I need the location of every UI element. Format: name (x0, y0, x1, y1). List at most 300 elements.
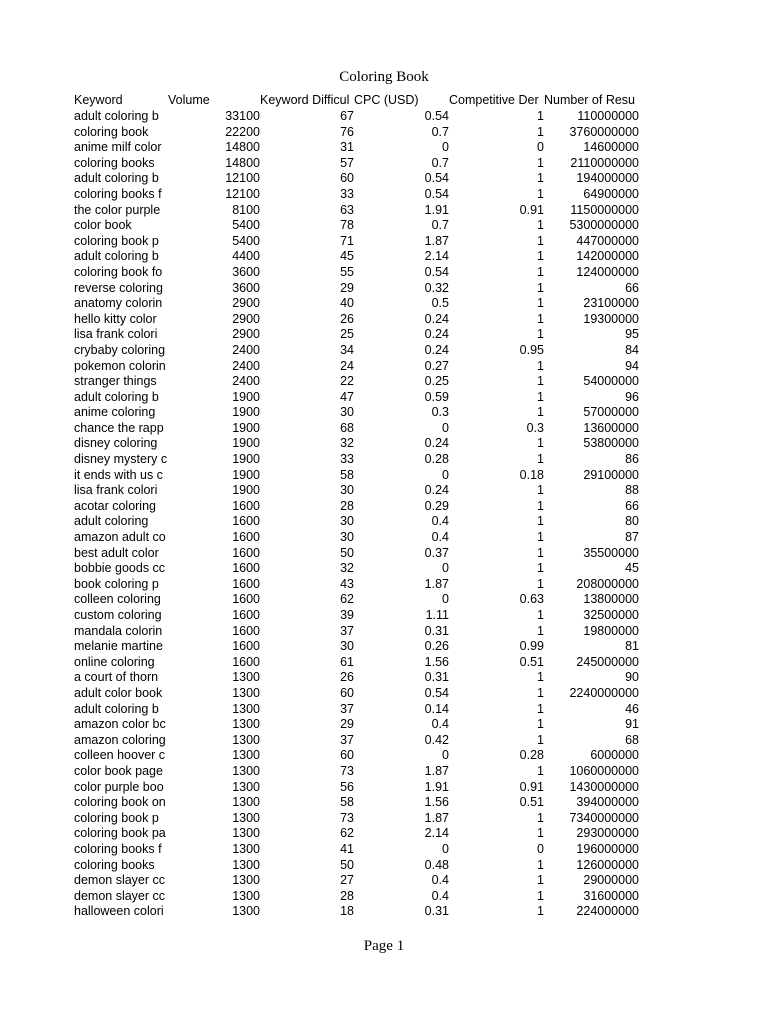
cell-keyword: adult color book (74, 685, 163, 700)
cell-keyword: stranger things (74, 374, 157, 389)
cell-number-of-results: 7340000000 (569, 810, 639, 825)
cell-cpc: 1.87 (424, 576, 449, 591)
cell-competitive-density: 1 (537, 498, 544, 513)
cell-keyword: coloring book (74, 124, 149, 139)
table-row (74, 390, 639, 406)
cell-number-of-results: 29000000 (583, 873, 639, 888)
cell-volume: 4400 (232, 249, 260, 264)
cell-competitive-density: 1 (537, 873, 544, 888)
cell-keyword-difficulty: 30 (340, 530, 354, 545)
cell-cpc: 0.24 (424, 327, 449, 342)
cell-cpc: 0.24 (424, 342, 449, 357)
table-row (74, 203, 639, 219)
cell-competitive-density: 1 (537, 561, 544, 576)
cell-keyword-difficulty: 26 (340, 311, 354, 326)
cell-competitive-density: 1 (537, 452, 544, 467)
cell-volume: 12100 (225, 186, 260, 201)
cell-cpc: 2.14 (424, 826, 449, 841)
cell-keyword: reverse coloring (74, 280, 163, 295)
cell-number-of-results: 19800000 (583, 623, 639, 638)
cell-volume: 1300 (232, 763, 260, 778)
cell-keyword: coloring book p (74, 233, 159, 248)
cell-keyword-difficulty: 76 (340, 124, 354, 139)
cell-keyword: amazon adult co (74, 530, 166, 545)
cell-keyword-difficulty: 57 (340, 155, 354, 170)
table-row (74, 858, 639, 874)
cell-competitive-density: 1 (537, 514, 544, 529)
table-row (74, 125, 639, 141)
cell-number-of-results: 208000000 (576, 576, 639, 591)
cell-keyword-difficulty: 30 (340, 405, 354, 420)
column-header-keyword: Keyword (74, 93, 123, 107)
cell-number-of-results: 91 (625, 717, 639, 732)
cell-cpc: 0.4 (431, 873, 449, 888)
cell-number-of-results: 53800000 (583, 436, 639, 451)
table-row (74, 842, 639, 858)
cell-number-of-results: 2110000000 (570, 155, 639, 170)
cell-keyword-difficulty: 58 (340, 467, 354, 482)
cell-keyword: coloring books (74, 155, 155, 170)
cell-cpc: 0 (442, 592, 449, 607)
cell-cpc: 0.7 (431, 124, 449, 139)
table-row (74, 795, 639, 811)
cell-keyword: adult coloring b (74, 701, 159, 716)
table-row (74, 780, 639, 796)
cell-keyword-difficulty: 58 (340, 795, 354, 810)
cell-keyword-difficulty: 60 (340, 171, 354, 186)
cell-volume: 1900 (232, 483, 260, 498)
cell-competitive-density: 1 (537, 623, 544, 638)
cell-keyword-difficulty: 41 (340, 841, 354, 856)
cell-number-of-results: 81 (625, 639, 639, 654)
cell-competitive-density: 1 (537, 233, 544, 248)
cell-keyword: colleen hoover c (74, 748, 166, 763)
cell-keyword: a court of thorn (74, 670, 159, 685)
cell-competitive-density: 1 (537, 763, 544, 778)
cell-volume: 1300 (232, 685, 260, 700)
cell-cpc: 1.91 (424, 202, 449, 217)
cell-competitive-density: 1 (537, 857, 544, 872)
table-row (74, 748, 639, 764)
table-row (74, 218, 639, 234)
cell-keyword-difficulty: 62 (340, 826, 354, 841)
cell-keyword-difficulty: 39 (340, 608, 354, 622)
cell-competitive-density: 1 (537, 670, 544, 685)
cell-keyword-difficulty: 34 (340, 342, 354, 357)
cell-volume: 1900 (232, 420, 260, 435)
table-header-row (74, 92, 639, 109)
cell-number-of-results: 23100000 (583, 296, 639, 311)
cell-volume: 1600 (232, 623, 260, 638)
cell-cpc: 0.3 (431, 405, 449, 420)
cell-keyword: demon slayer cc (74, 873, 166, 888)
cell-volume: 1600 (232, 592, 260, 607)
cell-cpc: 0 (442, 467, 449, 482)
cell-number-of-results: 224000000 (576, 904, 639, 919)
table-row (74, 686, 639, 702)
cell-number-of-results: 293000000 (576, 826, 639, 841)
cell-keyword-difficulty: 30 (340, 639, 354, 654)
cell-cpc: 0.28 (424, 452, 449, 467)
cell-competitive-density: 0.63 (519, 592, 544, 607)
cell-number-of-results: 13800000 (583, 592, 639, 607)
cell-number-of-results: 31600000 (583, 888, 639, 903)
cell-volume: 1300 (232, 857, 260, 872)
cell-number-of-results: 96 (625, 389, 639, 404)
cell-keyword: online coloring (74, 654, 155, 669)
cell-cpc: 0.32 (424, 280, 449, 295)
cell-keyword: the color purple (74, 202, 161, 217)
cell-competitive-density: 1 (537, 732, 544, 747)
cell-number-of-results: 46 (625, 701, 639, 716)
cell-volume: 2400 (232, 358, 260, 373)
cell-keyword-difficulty: 56 (340, 779, 354, 794)
cell-keyword-difficulty: 63 (340, 202, 354, 217)
cell-volume: 1900 (232, 452, 260, 467)
cell-cpc: 0.31 (424, 904, 449, 919)
cell-volume: 1300 (232, 888, 260, 903)
cell-volume: 1300 (232, 904, 260, 919)
table-row (74, 889, 639, 905)
cell-cpc: 1.87 (424, 763, 449, 778)
table-row (74, 811, 639, 827)
cell-keyword-difficulty: 28 (340, 888, 354, 903)
cell-volume: 1300 (232, 826, 260, 841)
cell-cpc: 1.91 (424, 779, 449, 794)
cell-volume: 1600 (232, 639, 260, 654)
cell-volume: 14800 (225, 155, 260, 170)
cell-keyword-difficulty: 37 (340, 623, 354, 638)
cell-cpc: 0.54 (424, 186, 449, 201)
cell-cpc: 0.5 (431, 296, 449, 311)
cell-volume: 2900 (232, 327, 260, 342)
table-row (74, 281, 639, 297)
table-row (74, 296, 639, 312)
cell-keyword-difficulty: 26 (340, 670, 354, 685)
cell-volume: 1300 (232, 670, 260, 685)
cell-number-of-results: 90 (625, 670, 639, 685)
table-row (74, 904, 639, 920)
cell-volume: 8100 (232, 202, 260, 217)
cell-keyword: hello kitty color (74, 311, 157, 326)
cell-competitive-density: 1 (537, 171, 544, 186)
table-row (74, 468, 639, 484)
cell-competitive-density: 1 (537, 608, 544, 622)
table-row (74, 670, 639, 686)
table-row (74, 702, 639, 718)
cell-keyword: melanie martine (74, 639, 163, 654)
cell-keyword-difficulty: 43 (340, 576, 354, 591)
cell-number-of-results: 126000000 (576, 857, 639, 872)
cell-number-of-results: 84 (625, 342, 639, 357)
cell-keyword-difficulty: 71 (340, 233, 354, 248)
cell-keyword: color book page (74, 763, 163, 778)
table-row (74, 436, 639, 452)
cell-volume: 2900 (232, 311, 260, 326)
column-header-competitive-density: Competitive Der (449, 93, 539, 107)
table-row (74, 717, 639, 733)
cell-keyword-difficulty: 50 (340, 545, 354, 560)
cell-volume: 12100 (225, 171, 260, 186)
cell-volume: 1900 (232, 467, 260, 482)
table-row (74, 234, 639, 250)
cell-keyword: coloring books f (74, 841, 162, 856)
cell-keyword: anatomy colorin (74, 296, 163, 311)
cell-keyword: adult coloring b (74, 109, 159, 123)
cell-competitive-density: 1 (537, 530, 544, 545)
cell-competitive-density: 0.28 (519, 748, 544, 763)
cell-competitive-density: 1 (537, 685, 544, 700)
cell-keyword-difficulty: 60 (340, 685, 354, 700)
cell-volume: 1600 (232, 561, 260, 576)
cell-cpc: 0.4 (431, 530, 449, 545)
table-row (74, 187, 639, 203)
cell-number-of-results: 1150000000 (570, 202, 639, 217)
cell-keyword-difficulty: 37 (340, 701, 354, 716)
cell-number-of-results: 54000000 (583, 374, 639, 389)
table-row (74, 624, 639, 640)
cell-keyword-difficulty: 30 (340, 514, 354, 529)
table-row (74, 826, 639, 842)
table-row (74, 499, 639, 515)
table-row (74, 140, 639, 156)
cell-keyword: chance the rapp (74, 420, 164, 435)
cell-cpc: 0.31 (424, 623, 449, 638)
cell-competitive-density: 0.18 (519, 467, 544, 482)
cell-volume: 1600 (232, 576, 260, 591)
cell-number-of-results: 94 (625, 358, 639, 373)
cell-cpc: 0.24 (424, 483, 449, 498)
cell-keyword: bobbie goods cc (74, 561, 166, 576)
column-header-cpc: CPC (USD) (354, 93, 419, 107)
cell-keyword: adult coloring b (74, 249, 159, 264)
cell-keyword-difficulty: 73 (340, 810, 354, 825)
table-body (74, 109, 639, 920)
cell-competitive-density: 1 (537, 888, 544, 903)
cell-volume: 2900 (232, 296, 260, 311)
cell-cpc: 0.25 (424, 374, 449, 389)
cell-volume: 1600 (232, 514, 260, 529)
cell-keyword: crybaby coloring (74, 342, 166, 357)
cell-volume: 1600 (232, 654, 260, 669)
cell-volume: 1300 (232, 748, 260, 763)
table-row (74, 249, 639, 265)
table-row (74, 764, 639, 780)
cell-competitive-density: 1 (537, 904, 544, 919)
cell-keyword-difficulty: 31 (340, 140, 354, 155)
table-row (74, 655, 639, 671)
cell-keyword-difficulty: 28 (340, 498, 354, 513)
cell-cpc: 0.59 (424, 389, 449, 404)
cell-keyword-difficulty: 62 (340, 592, 354, 607)
cell-cpc: 0.4 (431, 888, 449, 903)
cell-competitive-density: 1 (537, 826, 544, 841)
table-row (74, 873, 639, 889)
cell-competitive-density: 1 (537, 109, 544, 123)
cell-volume: 1300 (232, 732, 260, 747)
cell-cpc: 0 (442, 420, 449, 435)
cell-competitive-density: 1 (537, 483, 544, 498)
cell-keyword-difficulty: 60 (340, 748, 354, 763)
cell-competitive-density: 0.51 (519, 795, 544, 810)
cell-keyword-difficulty: 29 (340, 717, 354, 732)
cell-competitive-density: 1 (537, 218, 544, 233)
cell-competitive-density: 1 (537, 186, 544, 201)
cell-competitive-density: 0.91 (519, 779, 544, 794)
cell-competitive-density: 0.99 (519, 639, 544, 654)
cell-number-of-results: 196000000 (576, 841, 639, 856)
cell-volume: 1300 (232, 873, 260, 888)
cell-number-of-results: 14600000 (583, 140, 639, 155)
table-row (74, 327, 639, 343)
cell-cpc: 0.42 (424, 732, 449, 747)
cell-cpc: 0.27 (424, 358, 449, 373)
table-row (74, 405, 639, 421)
cell-keyword: anime coloring (74, 405, 156, 420)
cell-keyword: lisa frank colori (74, 327, 158, 342)
cell-competitive-density: 1 (537, 296, 544, 311)
cell-cpc: 0.24 (424, 436, 449, 451)
cell-volume: 1300 (232, 779, 260, 794)
cell-keyword-difficulty: 25 (340, 327, 354, 342)
cell-competitive-density: 1 (537, 545, 544, 560)
cell-number-of-results: 87 (625, 530, 639, 545)
cell-cpc: 1.11 (425, 608, 449, 622)
cell-keyword: disney coloring (74, 436, 158, 451)
cell-number-of-results: 124000000 (576, 264, 639, 279)
cell-keyword-difficulty: 33 (340, 452, 354, 467)
table-row (74, 265, 639, 281)
cell-cpc: 0 (442, 561, 449, 576)
table-row (74, 374, 639, 390)
page-footer: Page 1 (363, 938, 405, 954)
cell-keyword: custom coloring (74, 608, 162, 622)
table-row (74, 452, 639, 468)
table-row (74, 156, 639, 172)
cell-number-of-results: 1430000000 (569, 779, 639, 794)
table-row (74, 514, 639, 530)
column-header-keyword-difficulty: Keyword Difficul (260, 93, 350, 107)
cell-volume: 1900 (232, 405, 260, 420)
cell-keyword: pokemon colorin (74, 358, 166, 373)
cell-keyword: amazon color bc (74, 717, 166, 732)
cell-competitive-density: 1 (537, 280, 544, 295)
cell-competitive-density: 1 (537, 405, 544, 420)
cell-volume: 1600 (232, 498, 260, 513)
cell-keyword-difficulty: 68 (340, 420, 354, 435)
table-row (74, 359, 639, 375)
cell-number-of-results: 57000000 (583, 405, 639, 420)
cell-cpc: 0.54 (424, 264, 449, 279)
cell-number-of-results: 142000000 (576, 249, 639, 264)
cell-number-of-results: 110000000 (577, 109, 639, 123)
cell-keyword-difficulty: 73 (340, 763, 354, 778)
cell-keyword: coloring books (74, 857, 155, 872)
cell-number-of-results: 394000000 (576, 795, 639, 810)
table-row (74, 577, 639, 593)
cell-keyword: halloween colori (74, 904, 164, 919)
cell-keyword-difficulty: 33 (340, 186, 354, 201)
cell-keyword-difficulty: 45 (340, 249, 354, 264)
cell-competitive-density: 1 (537, 358, 544, 373)
cell-number-of-results: 29100000 (583, 467, 639, 482)
table-row (74, 530, 639, 546)
cell-competitive-density: 1 (537, 264, 544, 279)
cell-volume: 1600 (232, 608, 260, 622)
cell-number-of-results: 66 (625, 498, 639, 513)
cell-cpc: 1.87 (424, 233, 449, 248)
cell-keyword: adult coloring (74, 514, 149, 529)
cell-keyword-difficulty: 32 (340, 436, 354, 451)
cell-keyword: acotar coloring (74, 498, 156, 513)
cell-volume: 1300 (232, 717, 260, 732)
cell-keyword-difficulty: 55 (340, 264, 354, 279)
cell-number-of-results: 245000000 (576, 654, 639, 669)
cell-competitive-density: 1 (537, 311, 544, 326)
table-row (74, 421, 639, 437)
cell-number-of-results: 2240000000 (569, 685, 639, 700)
cell-cpc: 0.29 (424, 498, 449, 513)
cell-volume: 3600 (232, 264, 260, 279)
cell-cpc: 0 (442, 748, 449, 763)
cell-cpc: 1.56 (424, 654, 449, 669)
cell-keyword-difficulty: 30 (340, 483, 354, 498)
cell-keyword-difficulty: 32 (340, 561, 354, 576)
keyword-table (74, 92, 639, 920)
cell-competitive-density: 1 (537, 124, 544, 139)
table-row (74, 343, 639, 359)
cell-number-of-results: 80 (625, 514, 639, 529)
cell-keyword: coloring books f (74, 186, 162, 201)
cell-keyword-difficulty: 29 (340, 280, 354, 295)
cell-number-of-results: 447000000 (576, 233, 639, 248)
cell-keyword: amazon coloring (74, 732, 166, 747)
cell-number-of-results: 64900000 (583, 186, 639, 201)
cell-cpc: 0.7 (431, 155, 449, 170)
cell-keyword: book coloring p (74, 576, 159, 591)
cell-cpc: 0.26 (424, 639, 449, 654)
table-row (74, 483, 639, 499)
cell-competitive-density: 1 (537, 327, 544, 342)
cell-competitive-density: 0.91 (519, 202, 544, 217)
cell-keyword-difficulty: 50 (340, 857, 354, 872)
cell-keyword: adult coloring b (74, 171, 159, 186)
cell-cpc: 0.31 (424, 670, 449, 685)
cell-competitive-density: 1 (537, 576, 544, 591)
cell-cpc: 2.14 (424, 249, 449, 264)
table-row (74, 171, 639, 187)
cell-keyword: coloring book fo (74, 264, 163, 279)
cell-number-of-results: 88 (625, 483, 639, 498)
cell-competitive-density: 1 (537, 374, 544, 389)
cell-cpc: 0.24 (424, 311, 449, 326)
cell-competitive-density: 0 (537, 140, 544, 155)
cell-number-of-results: 13600000 (583, 420, 639, 435)
cell-volume: 1900 (232, 436, 260, 451)
table-row (74, 733, 639, 749)
cell-competitive-density: 1 (537, 389, 544, 404)
cell-cpc: 0 (442, 841, 449, 856)
cell-number-of-results: 68 (625, 732, 639, 747)
cell-keyword: coloring book p (74, 810, 159, 825)
cell-competitive-density: 0.95 (519, 342, 544, 357)
cell-volume: 2400 (232, 342, 260, 357)
table-row (74, 312, 639, 328)
cell-keyword-difficulty: 61 (340, 654, 354, 669)
page-title: Coloring Book (339, 69, 429, 85)
cell-volume: 1600 (232, 530, 260, 545)
cell-cpc: 0.7 (431, 218, 449, 233)
